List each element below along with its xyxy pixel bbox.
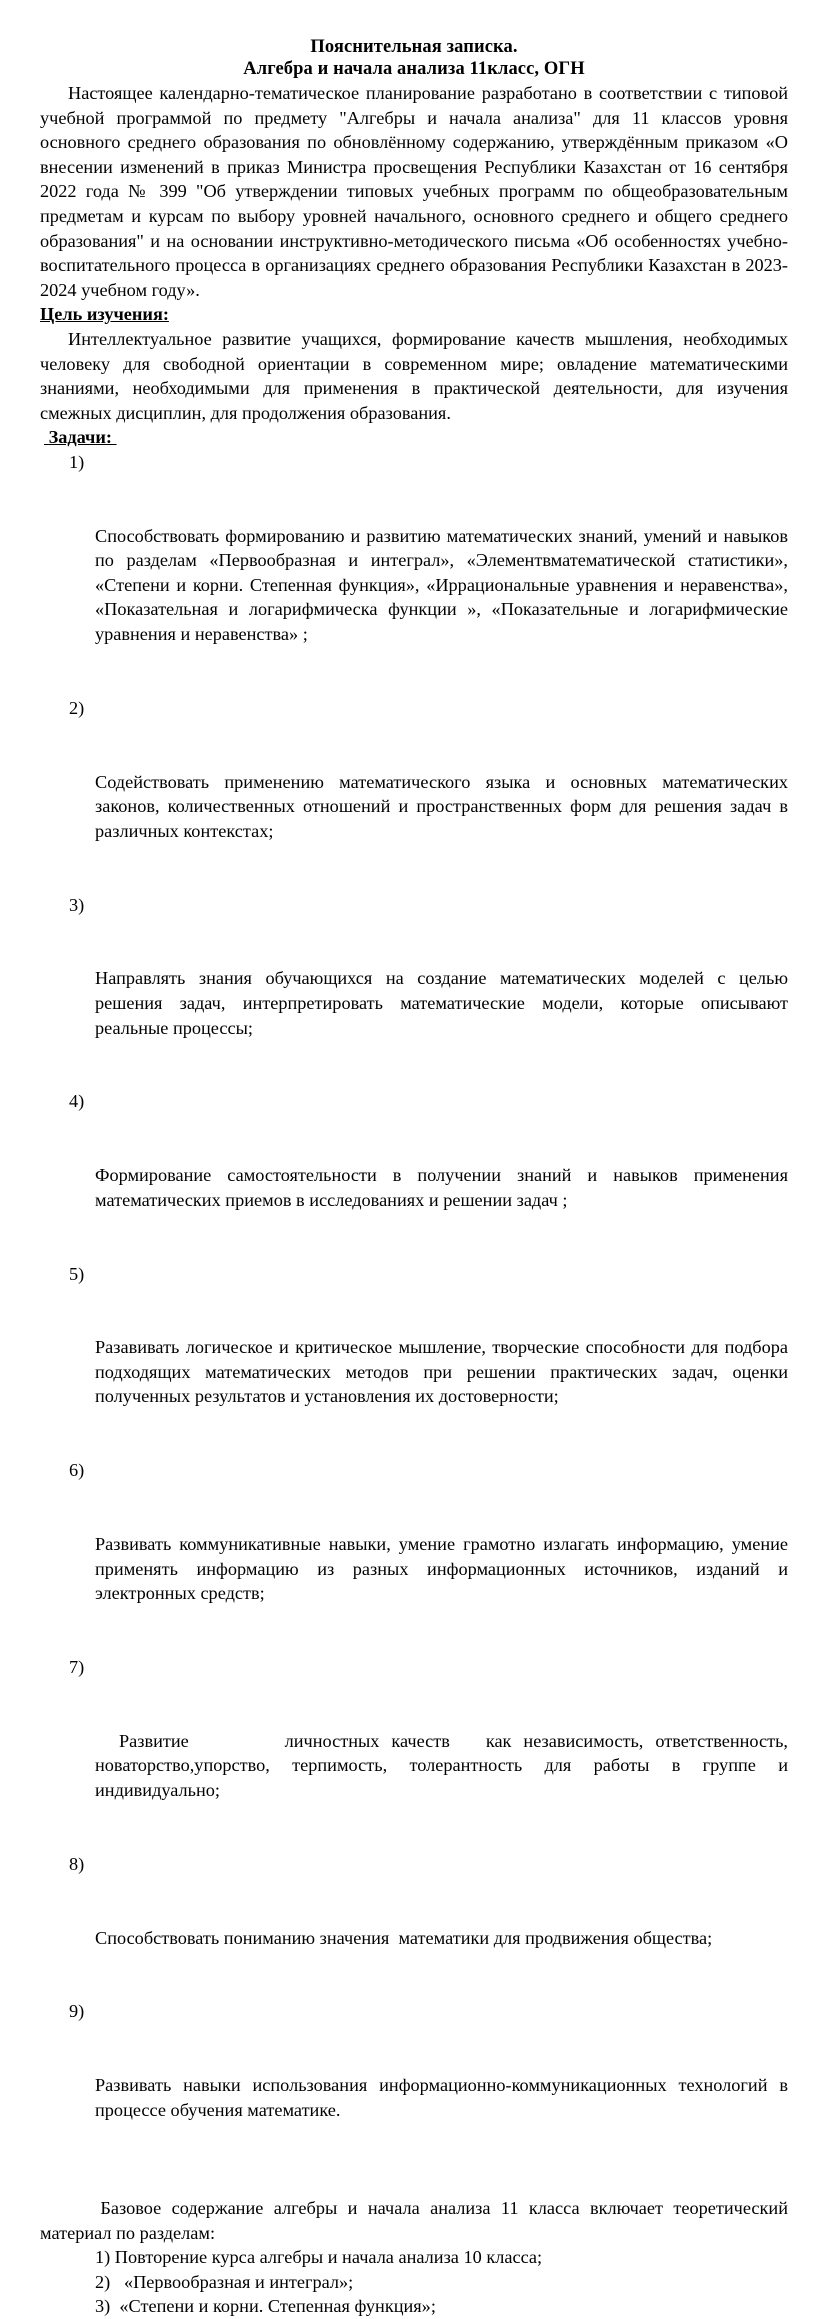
task-text: Развивать навыки использования информационно-коммуникационных технологий в процессе обучения математике. xyxy=(95,2075,793,2120)
task-text: Направлять знания обучающихся на создание математических моделей с целью решения задач, интерпретировать математические модели, которые описывают реальные процессы; xyxy=(95,968,793,1038)
task-number: 4) xyxy=(69,1091,85,1112)
task-text: Развитие личностных качеств как независимость, ответственность, новаторство,упорство, терпимость, толерантность для работы в группе и индивидуально; xyxy=(95,1730,793,1800)
goal-heading: Цель изучения: xyxy=(40,304,169,325)
content-section-item: 3) «Степени и корни. Степенная функция»; xyxy=(95,2296,436,2317)
task-item xyxy=(40,450,793,696)
content-sections-list xyxy=(40,2245,788,2319)
task-item xyxy=(40,1852,788,2000)
document-subtitle: Алгебра и начала анализа 11класс, ОГН xyxy=(243,59,585,79)
task-number: 3) xyxy=(69,894,85,915)
task-item xyxy=(40,1655,793,1852)
tasks-heading: Задачи: xyxy=(44,427,117,448)
content-intro-paragraph: Базовое содержание алгебры и начала анализа 11 класса включает теоретический материал по разделам: xyxy=(40,2198,793,2243)
task-text: Способствовать формированию и развитию математических знаний, умений и навыков по разделам «Первообразная и интеграл», «Элементвматематической статистики», «Степени и корни. Степенная функция», «Иррациональные уравнения и неравенства», «Показательная и логарифмическа функции », «Показательные и логарифмические уравнения и неравенства» ; xyxy=(95,525,793,645)
task-number: 1) xyxy=(69,451,85,472)
intro-paragraph: Настоящее календарно-тематическое планирование разработано в соответствии с типовой учебной программой по предмету "Алгебры и начала анализа" для 11 классов уровня основного среднего образования по обновлённому содержанию, утверждённым приказом «О внесении изменений в приказ Министра просвещения Республики Казахстан от 16 сентября 2022 года № 399 "Об утверждении типовых учебных программ по общеобразовательным предметам и курсам по выбору уровней начального, основного среднего и общего среднего образования" и на основании инструктивно-методического письма «Об особенностях учебно-воспитательного процесса в организациях среднего образования Республики Казахстан в 2023-2024 учебном году». xyxy=(40,83,793,300)
task-number: 2) xyxy=(69,697,85,718)
task-number: 7) xyxy=(69,1657,85,1677)
task-item xyxy=(40,1999,793,2171)
content-section-item: 2) «Первообразная и интеграл»; xyxy=(95,2271,354,2292)
task-text: Содействовать применению математического языка и основных математических законов, количественных отношений и пространственных форм для решения задач в различных контекстах; xyxy=(95,771,793,841)
content-section-item: 1) Повторение курса алгебры и начала анализа 10 класса; xyxy=(95,2247,543,2268)
task-item xyxy=(40,1262,793,1459)
document-title: Пояснительная записка. xyxy=(310,37,518,57)
task-item xyxy=(40,696,793,893)
task-text: Развивать коммуникативные навыки, умение грамотно излагать информацию, умение применять информацию из разных информационных источников, изданий и электронных средств; xyxy=(95,1534,793,1604)
goal-paragraph: Интеллектуальное развитие учащихся, формирование качеств мышления, необходимых человеку для свободной ориентации в современном мире; овладение математическими знаниями, необходимыми для применения в практической деятельности, для изучения смежных дисциплин, для продолжения образования. xyxy=(40,328,793,423)
task-number: 8) xyxy=(69,1853,85,1874)
tasks-list xyxy=(40,450,793,2172)
task-item xyxy=(40,893,793,1090)
task-item xyxy=(40,1089,793,1261)
task-text: Разавивать логическое и критическое мышление, творческие способности для подбора подходящих математических методов при решении практических задач, оценки полученных результатов и установления их достоверности; xyxy=(95,1337,793,1407)
task-item xyxy=(40,1458,793,1655)
task-number: 5) xyxy=(69,1263,85,1284)
task-text: Способствовать пониманию значения математики для продвижения общества; xyxy=(95,1927,713,1948)
task-number: 9) xyxy=(69,2001,85,2022)
task-number: 6) xyxy=(69,1460,85,1481)
task-text: Формирование самостоятельности в получении знаний и навыков применения математических приемов в исследованиях и решении задач ; xyxy=(95,1165,793,1210)
paragraph-spacer xyxy=(40,2171,788,2196)
